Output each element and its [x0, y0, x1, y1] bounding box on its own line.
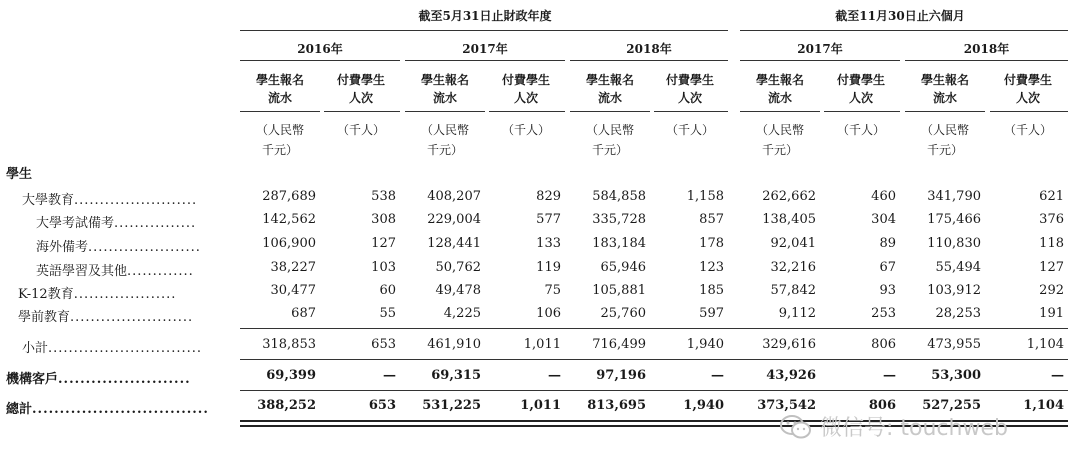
table-cell: 106,900 [262, 236, 316, 251]
table-cell: 191 [1039, 306, 1064, 321]
year-underline [405, 60, 565, 61]
column-underline [990, 111, 1068, 112]
table-cell: 1,104 [1023, 398, 1064, 413]
table-cell: 123 [699, 260, 724, 275]
table-cell: 93 [879, 283, 896, 298]
table-cell: 304 [871, 212, 896, 227]
column-header-students: 付費學生 人次 [665, 73, 714, 105]
row-label-subtotal: 小計.............................. [22, 341, 202, 356]
table-cell: 110,830 [927, 236, 981, 251]
table-cell: 473,955 [927, 337, 981, 352]
table-cell: 318,853 [262, 337, 316, 352]
table-cell: 262,662 [762, 189, 816, 204]
subtotal-rule [240, 328, 1068, 329]
group-underline-six-months [740, 30, 1068, 31]
year-underline [570, 60, 728, 61]
watermark-text: 微信号: touchweb [820, 416, 1008, 441]
column-header-students: 付費學生 人次 [836, 73, 885, 105]
unit-label-thousand: （千人） [836, 123, 885, 137]
table-cell: 175,466 [927, 212, 981, 227]
table-cell: 133 [536, 236, 561, 251]
unit-label-rmb: （人民幣 千元） [920, 123, 969, 157]
watermark [780, 411, 1008, 442]
table-cell: — [1051, 368, 1064, 383]
table-cell: 531,225 [422, 398, 481, 413]
unit-label-thousand: （千人） [336, 123, 385, 137]
table-cell: 50,762 [435, 260, 481, 275]
table-cell: 69,399 [266, 368, 316, 383]
table-cell: 621 [1039, 189, 1064, 204]
column-header-enrollment: 學生報名 流水 [920, 73, 969, 105]
table-cell: 43,926 [766, 368, 816, 383]
year-header: 2018年 [626, 42, 672, 56]
table-cell: 538 [371, 189, 396, 204]
table-cell: 329,616 [762, 337, 816, 352]
subtotal-bottom-rule [240, 359, 1068, 360]
row-label: 大學考試備考................ [36, 216, 197, 231]
table-cell: 119 [536, 260, 561, 275]
table-cell: 118 [1039, 236, 1064, 251]
table-cell: 67 [879, 260, 896, 275]
table-cell: 461,910 [427, 337, 481, 352]
table-cell: 30,477 [270, 283, 316, 298]
table-cell: 127 [1039, 260, 1064, 275]
table-cell: 103 [371, 260, 396, 275]
table-cell: 55,494 [935, 260, 981, 275]
table-cell: 1,940 [686, 337, 724, 352]
table-cell: 89 [879, 236, 896, 251]
table-cell: 829 [536, 189, 561, 204]
table-cell: 806 [871, 337, 896, 352]
table-cell: 183,184 [592, 236, 646, 251]
year-header: 2016年 [297, 42, 343, 56]
column-underline [740, 111, 820, 112]
table-cell: 178 [699, 236, 724, 251]
table-cell: 687 [291, 306, 316, 321]
table-cell: 373,542 [757, 398, 816, 413]
table-cell: 460 [871, 189, 896, 204]
table-cell: 92,041 [770, 236, 816, 251]
table-cell: 335,728 [592, 212, 646, 227]
table-cell: 38,227 [270, 260, 316, 275]
table-cell: 9,112 [778, 306, 816, 321]
table-cell: 97,196 [596, 368, 646, 383]
column-header-enrollment: 學生報名 流水 [420, 73, 469, 105]
table-cell: 103,912 [927, 283, 981, 298]
table-cell: 128,441 [427, 236, 481, 251]
unit-label-thousand: （千人） [665, 123, 714, 137]
table-cell: 69,315 [431, 368, 481, 383]
table-cell: 185 [699, 283, 724, 298]
wechat-icon [780, 414, 812, 440]
table-cell: 308 [371, 212, 396, 227]
table-cell: 653 [368, 398, 396, 413]
column-underline [240, 111, 320, 112]
table-cell: 49,478 [435, 283, 481, 298]
table-cell: 1,104 [1026, 337, 1064, 352]
section-label-students: 學生 [6, 167, 33, 182]
column-header-students: 付費學生 人次 [336, 73, 385, 105]
table-cell: 806 [868, 398, 896, 413]
group-header-six-months: 截至11月30日止六個月 [835, 9, 965, 23]
column-header-students: 付費學生 人次 [1003, 73, 1052, 105]
row-label: 英語學習及其他............. [36, 264, 194, 279]
table-cell: 60 [379, 283, 396, 298]
table-cell: 597 [699, 306, 724, 321]
table-cell: 1,011 [520, 398, 561, 413]
year-underline [905, 60, 1068, 61]
table-cell: 577 [536, 212, 561, 227]
year-header: 2018年 [963, 42, 1010, 56]
table-cell: 65,946 [600, 260, 646, 275]
table-cell: 653 [371, 337, 396, 352]
table-cell: 287,689 [262, 189, 316, 204]
table-cell: 388,252 [257, 398, 316, 413]
table-cell: 75 [544, 283, 561, 298]
table-cell: 1,940 [683, 398, 724, 413]
table-cell: — [711, 368, 724, 383]
table-cell: 28,253 [935, 306, 981, 321]
unit-label-rmb: （人民幣 千元） [755, 123, 804, 157]
table-cell: 105,881 [592, 283, 646, 298]
group-header-fiscal-year: 截至5月31日止財政年度 [418, 9, 552, 23]
unit-label-rmb: （人民幣 千元） [420, 123, 469, 157]
row-label: 大學教育........................ [22, 193, 198, 208]
table-cell: 716,499 [592, 337, 646, 352]
table-cell: 341,790 [927, 189, 981, 204]
column-underline [905, 111, 985, 112]
table-cell: 813,695 [587, 398, 646, 413]
table-cell: 55 [379, 306, 396, 321]
column-header-students: 付費學生 人次 [501, 73, 550, 105]
column-underline [489, 111, 565, 112]
table-cell: 376 [1039, 212, 1064, 227]
table-cell: 1,011 [523, 337, 561, 352]
table-cell: — [383, 368, 396, 383]
table-cell: 253 [871, 306, 896, 321]
group-underline-fiscal [240, 30, 728, 31]
table-cell: 292 [1039, 283, 1064, 298]
row-label-total: 總計................................ [6, 402, 209, 417]
table-cell: 106 [536, 306, 561, 321]
table-cell: 584,858 [592, 189, 646, 204]
table-cell: — [548, 368, 561, 383]
column-underline [324, 111, 400, 112]
year-underline [240, 60, 400, 61]
year-underline [740, 60, 900, 61]
row-label: 海外備考...................... [36, 240, 201, 255]
table-cell: — [883, 368, 896, 383]
table-cell: 25,760 [600, 306, 646, 321]
column-underline [824, 111, 900, 112]
table-cell: 138,405 [762, 212, 816, 227]
table-cell: 127 [371, 236, 396, 251]
column-header-enrollment: 學生報名 流水 [755, 73, 804, 105]
table-cell: 53,300 [931, 368, 981, 383]
row-label: K-12教育.................... [18, 287, 177, 302]
table-cell: 229,004 [427, 212, 481, 227]
row-label-institutional: 機構客戶........................ [6, 372, 191, 387]
unit-label-thousand: （千人） [501, 123, 550, 137]
row-label: 學前教育........................ [18, 310, 194, 325]
column-underline [654, 111, 728, 112]
unit-label-rmb: （人民幣 千元） [255, 123, 304, 157]
table-cell: 857 [699, 212, 724, 227]
column-header-enrollment: 學生報名 流水 [255, 73, 304, 105]
unit-label-rmb: （人民幣 千元） [585, 123, 634, 157]
year-header: 2017年 [462, 42, 508, 56]
table-cell: 57,842 [770, 283, 816, 298]
table-cell: 4,225 [443, 306, 481, 321]
column-header-enrollment: 學生報名 流水 [585, 73, 634, 105]
year-header: 2017年 [797, 42, 843, 56]
table-cell: 1,158 [686, 189, 724, 204]
total-top-rule [240, 390, 1068, 391]
table-cell: 408,207 [427, 189, 481, 204]
column-underline [570, 111, 650, 112]
column-underline [405, 111, 485, 112]
table-cell: 527,255 [922, 398, 981, 413]
unit-label-thousand: （千人） [1003, 123, 1052, 137]
table-cell: 32,216 [770, 260, 816, 275]
table-cell: 142,562 [262, 212, 316, 227]
